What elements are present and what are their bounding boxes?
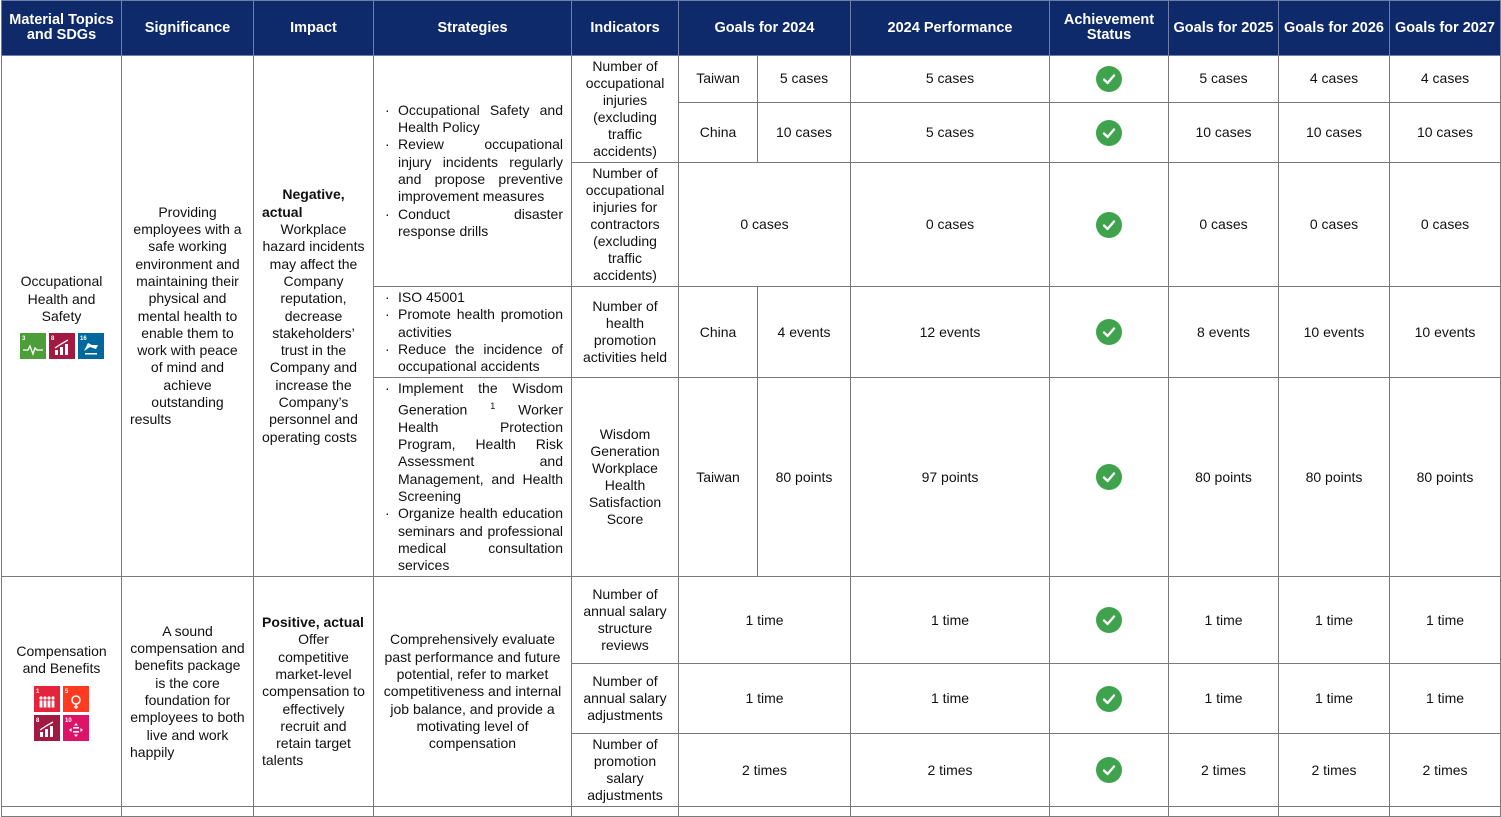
strategy-item: · Organize health education seminars and professional medical consultation services <box>385 505 563 574</box>
goal-2025-cell: 5 cases <box>1169 56 1279 103</box>
goal-2026-cell: 10 events <box>1279 287 1390 378</box>
topic-cell-compensation <box>2 577 122 807</box>
header-material-topics: Material Topics and SDGs <box>2 1 122 56</box>
region-cell: Taiwan <box>679 378 758 577</box>
achievement-cell <box>1050 734 1169 807</box>
material-topics-table <box>1 0 1501 817</box>
check-icon <box>1096 66 1122 92</box>
achievement-cell <box>1050 378 1169 577</box>
impact-title: Positive, actual <box>262 614 364 631</box>
strategies-cell-ohs-3 <box>374 378 572 577</box>
strategy-list <box>382 380 563 574</box>
goal-2025-cell: 10 cases <box>1169 103 1279 163</box>
indicator-cell: Number of occupational injuries for contractors (excluding traffic accidents) <box>572 163 679 287</box>
indicator-cell: Number of health promotion activities held <box>572 287 679 378</box>
performance-2024-cell: 97 points <box>851 378 1050 577</box>
goal-2027-cell: 1 time <box>1390 664 1501 734</box>
svg-text:3: 3 <box>21 336 25 343</box>
strategy-list <box>382 289 563 375</box>
achievement-cell <box>1050 56 1169 103</box>
indicator-cell: Wisdom Generation Workplace Health Satisfaction Score <box>572 378 679 577</box>
performance-2024-cell: 1 time <box>851 577 1050 664</box>
goal-2026-cell: 1 time <box>1279 577 1390 664</box>
indicator-cell: Number of occupational injuries (excluding traffic accidents) <box>572 56 679 163</box>
strategy-item: · ISO 45001 <box>385 289 465 305</box>
check-icon <box>1096 319 1122 345</box>
header-impact: Impact <box>254 1 374 56</box>
strategy-item: · Reduce the incidence of occupational accidents <box>385 340 563 375</box>
strategy-item: · Promote health promotion activities <box>385 306 563 340</box>
table-row <box>2 56 1501 103</box>
achievement-cell <box>1050 103 1169 163</box>
check-icon <box>1096 607 1122 633</box>
svg-text:8: 8 <box>36 718 40 725</box>
check-icon <box>1096 464 1122 490</box>
header-achievement-status: Achievement Status <box>1050 1 1169 56</box>
goal-2027-cell: 10 events <box>1390 287 1501 378</box>
sdg-10-icon <box>63 715 89 741</box>
goal-2024-cell: 0 cases <box>679 163 851 287</box>
svg-text:16: 16 <box>79 336 87 343</box>
performance-2024-cell: 12 events <box>851 287 1050 378</box>
sdg-icons <box>10 333 113 359</box>
region-cell: China <box>679 287 758 378</box>
goal-2027-cell: 0 cases <box>1390 163 1501 287</box>
goal-2024-cell: 10 cases <box>758 103 851 163</box>
goal-2024-cell: 1 time <box>679 577 851 664</box>
check-icon <box>1096 120 1122 146</box>
goal-2024-cell: 1 time <box>679 664 851 734</box>
indicator-cell: Number of annual salary structure reviews <box>572 577 679 664</box>
sdg-8-icon <box>49 333 75 359</box>
goal-2025-cell: 80 points <box>1169 378 1279 577</box>
topic-title: Compensation and Benefits <box>16 642 107 676</box>
goal-2026-cell: 80 points <box>1279 378 1390 577</box>
impact-text: Workplace hazard incidents may affect the Company reputation, decrease stakeholders’ trust in the Company and increase the Company’s personnel and operating costs <box>262 221 365 445</box>
sdg-icons <box>10 686 113 741</box>
table-header-row <box>2 1 1501 56</box>
header-goals-2025: Goals for 2025 <box>1169 1 1279 56</box>
performance-2024-cell: 1 time <box>851 664 1050 734</box>
table-row <box>2 807 1501 817</box>
goal-2027-cell: 2 times <box>1390 734 1501 807</box>
header-significance: Significance <box>122 1 254 56</box>
goal-2025-cell: 0 cases <box>1169 163 1279 287</box>
header-goals-2024: Goals for 2024 <box>679 1 851 56</box>
goal-2026-cell: 4 cases <box>1279 56 1390 103</box>
goal-2025-cell: 1 time <box>1169 577 1279 664</box>
goal-2024-cell: 2 times <box>679 734 851 807</box>
goal-2025-cell: 2 times <box>1169 734 1279 807</box>
header-goals-2026: Goals for 2026 <box>1279 1 1390 56</box>
strategy-item: · Implement the Wisdom Generation $^1$ Worker Health Protection Program, Health Risk Assessment and Management, and Health Screening <box>385 380 563 504</box>
strategy-item: · Review occupational injury incidents regularly and propose preventive improvement measures <box>385 136 563 205</box>
impact-title: Negative, actual <box>262 186 345 220</box>
strategies-cell-compensation: Comprehensively evaluate past performance and future potential, refer to market competitiveness and internal job balance, and provide a motivating level of compensation <box>374 577 572 807</box>
performance-2024-cell: 2 times <box>851 734 1050 807</box>
impact-cell-compensation <box>254 577 374 807</box>
goal-2024-cell: 5 cases <box>758 56 851 103</box>
topic-title: Occupational Health and Safety <box>20 273 103 324</box>
strategies-cell-ohs-2 <box>374 287 572 378</box>
check-icon <box>1096 212 1122 238</box>
region-cell: Taiwan <box>679 56 758 103</box>
goal-2026-cell: 10 cases <box>1279 103 1390 163</box>
achievement-cell <box>1050 664 1169 734</box>
footnote-marker: 1 <box>490 400 496 411</box>
goal-2027-cell: 1 time <box>1390 577 1501 664</box>
strategy-item: · Occupational Safety and Health Policy <box>385 101 563 136</box>
achievement-cell <box>1050 287 1169 378</box>
svg-text:5: 5 <box>65 689 69 696</box>
sdg-16-icon <box>78 333 104 359</box>
goal-2025-cell: 1 time <box>1169 664 1279 734</box>
goal-2026-cell: 1 time <box>1279 664 1390 734</box>
goal-2024-cell: 4 events <box>758 287 851 378</box>
significance-cell-ohs: Providing employees with a safe working environment and maintaining their physical and mental health to enable them to work with peace of mind and achieve outstanding results <box>122 56 254 577</box>
goal-2025-cell: 8 events <box>1169 287 1279 378</box>
goal-2026-cell: 2 times <box>1279 734 1390 807</box>
indicator-cell: Number of annual salary adjustments <box>572 664 679 734</box>
significance-cell-compensation: A sound compensation and benefits package is the core foundation for employees to both live and work happily <box>122 577 254 807</box>
impact-text: Offer competitive market-level compensation to effectively recruit and retain target talents <box>262 631 365 769</box>
strategy-list <box>382 102 563 240</box>
header-strategies: Strategies <box>374 1 572 56</box>
svg-text:10: 10 <box>65 718 72 725</box>
performance-2024-cell: 5 cases <box>851 56 1050 103</box>
svg-text:8: 8 <box>50 336 54 343</box>
header-indicators: Indicators <box>572 1 679 56</box>
sdg-8-icon <box>34 715 60 741</box>
strategies-cell-ohs-1 <box>374 56 572 287</box>
achievement-cell <box>1050 577 1169 664</box>
header-performance-2024: 2024 Performance <box>851 1 1050 56</box>
achievement-cell <box>1050 163 1169 287</box>
check-icon <box>1096 757 1122 783</box>
goal-2026-cell: 0 cases <box>1279 163 1390 287</box>
goal-2027-cell: 80 points <box>1390 378 1501 577</box>
strategy-item: · Conduct disaster response drills <box>385 205 563 239</box>
check-icon <box>1096 686 1122 712</box>
sdg-1-icon <box>34 686 60 712</box>
table-row <box>2 577 1501 664</box>
region-cell: China <box>679 103 758 163</box>
impact-cell-ohs <box>254 56 374 577</box>
sdg-3-icon <box>20 333 46 359</box>
goal-2024-cell: 80 points <box>758 378 851 577</box>
sdg-5-icon <box>63 686 89 712</box>
performance-2024-cell: 5 cases <box>851 103 1050 163</box>
topic-cell-ohs <box>2 56 122 577</box>
header-goals-2027: Goals for 2027 <box>1390 1 1501 56</box>
goal-2027-cell: 10 cases <box>1390 103 1501 163</box>
indicator-cell: Number of promotion salary adjustments <box>572 734 679 807</box>
performance-2024-cell: 0 cases <box>851 163 1050 287</box>
goal-2027-cell: 4 cases <box>1390 56 1501 103</box>
svg-text:1: 1 <box>36 689 40 696</box>
